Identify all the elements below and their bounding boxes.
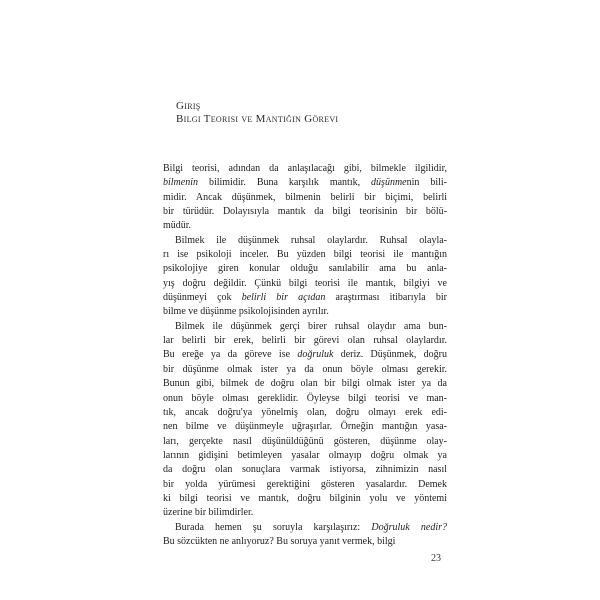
text-run: Burada hemen şu soruyla karşılaşırız:: [175, 521, 372, 533]
text-run: psikolojiye giren konular olduğu sanılabilir ama bu anla-: [163, 263, 447, 275]
text-run: Bilmek ile düşünmek ruhsal olaylardır. Ruhsal olayla-: [175, 234, 447, 246]
text-run: ları, gerçekte nasıl düşünüldüğünü gösteren, düşünme olay-: [163, 435, 447, 447]
text-run: rı ise psikoloji inceler. Bu yüzden bilgi teorisi ile mantığın: [163, 249, 447, 261]
text-line: [163, 219, 447, 233]
chapter-heading: [176, 100, 338, 126]
paragraph: [163, 521, 447, 550]
text-run: midir. Ancak düşünmek, bilmenin belirli bir biçimi, belirli: [163, 191, 447, 203]
text-run: Bilmek ile düşünmek gerçi birer ruhsal olaydır ama bun-: [175, 320, 447, 332]
text-run: bir yolda yürümesi gerektiğini gösteren yasalardır. Demek: [163, 478, 447, 490]
italic-text: belirli bir açıdan: [241, 292, 326, 304]
page-number: 23: [431, 553, 441, 564]
chapter-subtitle: Bilgi Teorisi ve Mantığın Görevi: [176, 113, 339, 125]
text-run: nin bili-: [406, 177, 447, 189]
paragraph: [163, 234, 447, 320]
text-run: onun böyle olması gereklidir. Öyleyse bilgi teorisi ve man-: [163, 392, 447, 404]
text-run: deriz. Düşünmek, doğru: [333, 349, 447, 361]
text-run: yış doğru değildir. Çünkü bilgi teorisi ile mantık, bilgiyi ve: [163, 277, 447, 289]
text-run: üzerine bir bilimdirler.: [163, 507, 254, 519]
text-line: [163, 305, 447, 319]
text-run: da doğru olan sonuçlara varmak istiyorsa, zihnimizin nasıl: [163, 464, 447, 476]
text-run: lar belirli bir erek, belirli bir görevi olan ruhsal olaylardır.: [163, 335, 447, 347]
text-line: [163, 291, 447, 305]
text-line: [163, 506, 447, 520]
text-line: [163, 176, 447, 190]
text-run: bilimidir. Buna karşılık mantık,: [198, 177, 372, 189]
text-line: [163, 191, 447, 205]
text-run: müdür.: [163, 220, 192, 232]
text-line: [163, 334, 447, 348]
text-line: [163, 406, 447, 420]
paragraph: [163, 162, 447, 234]
text-run: Bu ereğe ya da göreve ise: [163, 349, 298, 361]
text-line: [163, 435, 447, 449]
text-line: [163, 478, 447, 492]
text-line: [163, 234, 447, 248]
text-line: [163, 521, 447, 535]
text-run: araştırması itibarıyla bir: [325, 292, 447, 304]
italic-text: bilmenin: [163, 177, 198, 189]
text-line: [163, 248, 447, 262]
text-line: [163, 277, 447, 291]
text-line: [163, 162, 447, 176]
text-line: [163, 320, 447, 334]
text-line: [163, 492, 447, 506]
text-run: bilme ve düşünme psikolojisinden ayrılır.: [163, 306, 329, 318]
text-run: bir düşünme olmak ister ya da onun böyle olması gerekir.: [163, 363, 447, 375]
text-line: [163, 377, 447, 391]
text-line: [163, 205, 447, 219]
text-line: [163, 262, 447, 276]
italic-text: düşünme: [371, 177, 407, 189]
text-line: [163, 348, 447, 362]
text-line: [163, 463, 447, 477]
text-line: [163, 363, 447, 377]
text-line: [163, 449, 447, 463]
text-run: tık, ancak doğru'ya yönelmiş olan, doğru olmayı erek edi-: [163, 406, 447, 418]
paragraph: [163, 320, 447, 521]
italic-text: doğruluk: [297, 349, 334, 361]
text-line: [163, 392, 447, 406]
body-text: [163, 162, 447, 549]
text-run: ki bilgi teorisi ve mantık, doğru bilginin yolu ve yöntemi: [163, 492, 447, 504]
italic-text: Doğruluk nedir?: [371, 521, 447, 533]
text-run: Bunun gibi, bilmek de doğru olan bir bilgi olmak ister ya da: [163, 378, 447, 390]
text-run: düşünmeyi çok: [163, 292, 242, 304]
text-run: Bilgi teorisi, adından da anlaşılacağı gibi, bilmekle ilgilidir,: [163, 163, 447, 174]
text-run: larının gidişini betimleyen yasalar olmayıp doğru olmak ya: [163, 449, 447, 461]
text-run: nen bilme ve düşünmeyle uğraşırlar. Örneğin mantığın yasa-: [163, 421, 447, 433]
text-run: bir türüdür. Dolayısıyla mantık da bilgi teorisinin bir bölü-: [163, 206, 447, 218]
text-line: [163, 535, 447, 549]
text-line: [163, 420, 447, 434]
chapter-title: Giriş: [176, 100, 201, 112]
text-run: Bu sözcükten ne anlıyoruz? Bu soruya yanıt vermek, bilgi: [163, 535, 396, 547]
